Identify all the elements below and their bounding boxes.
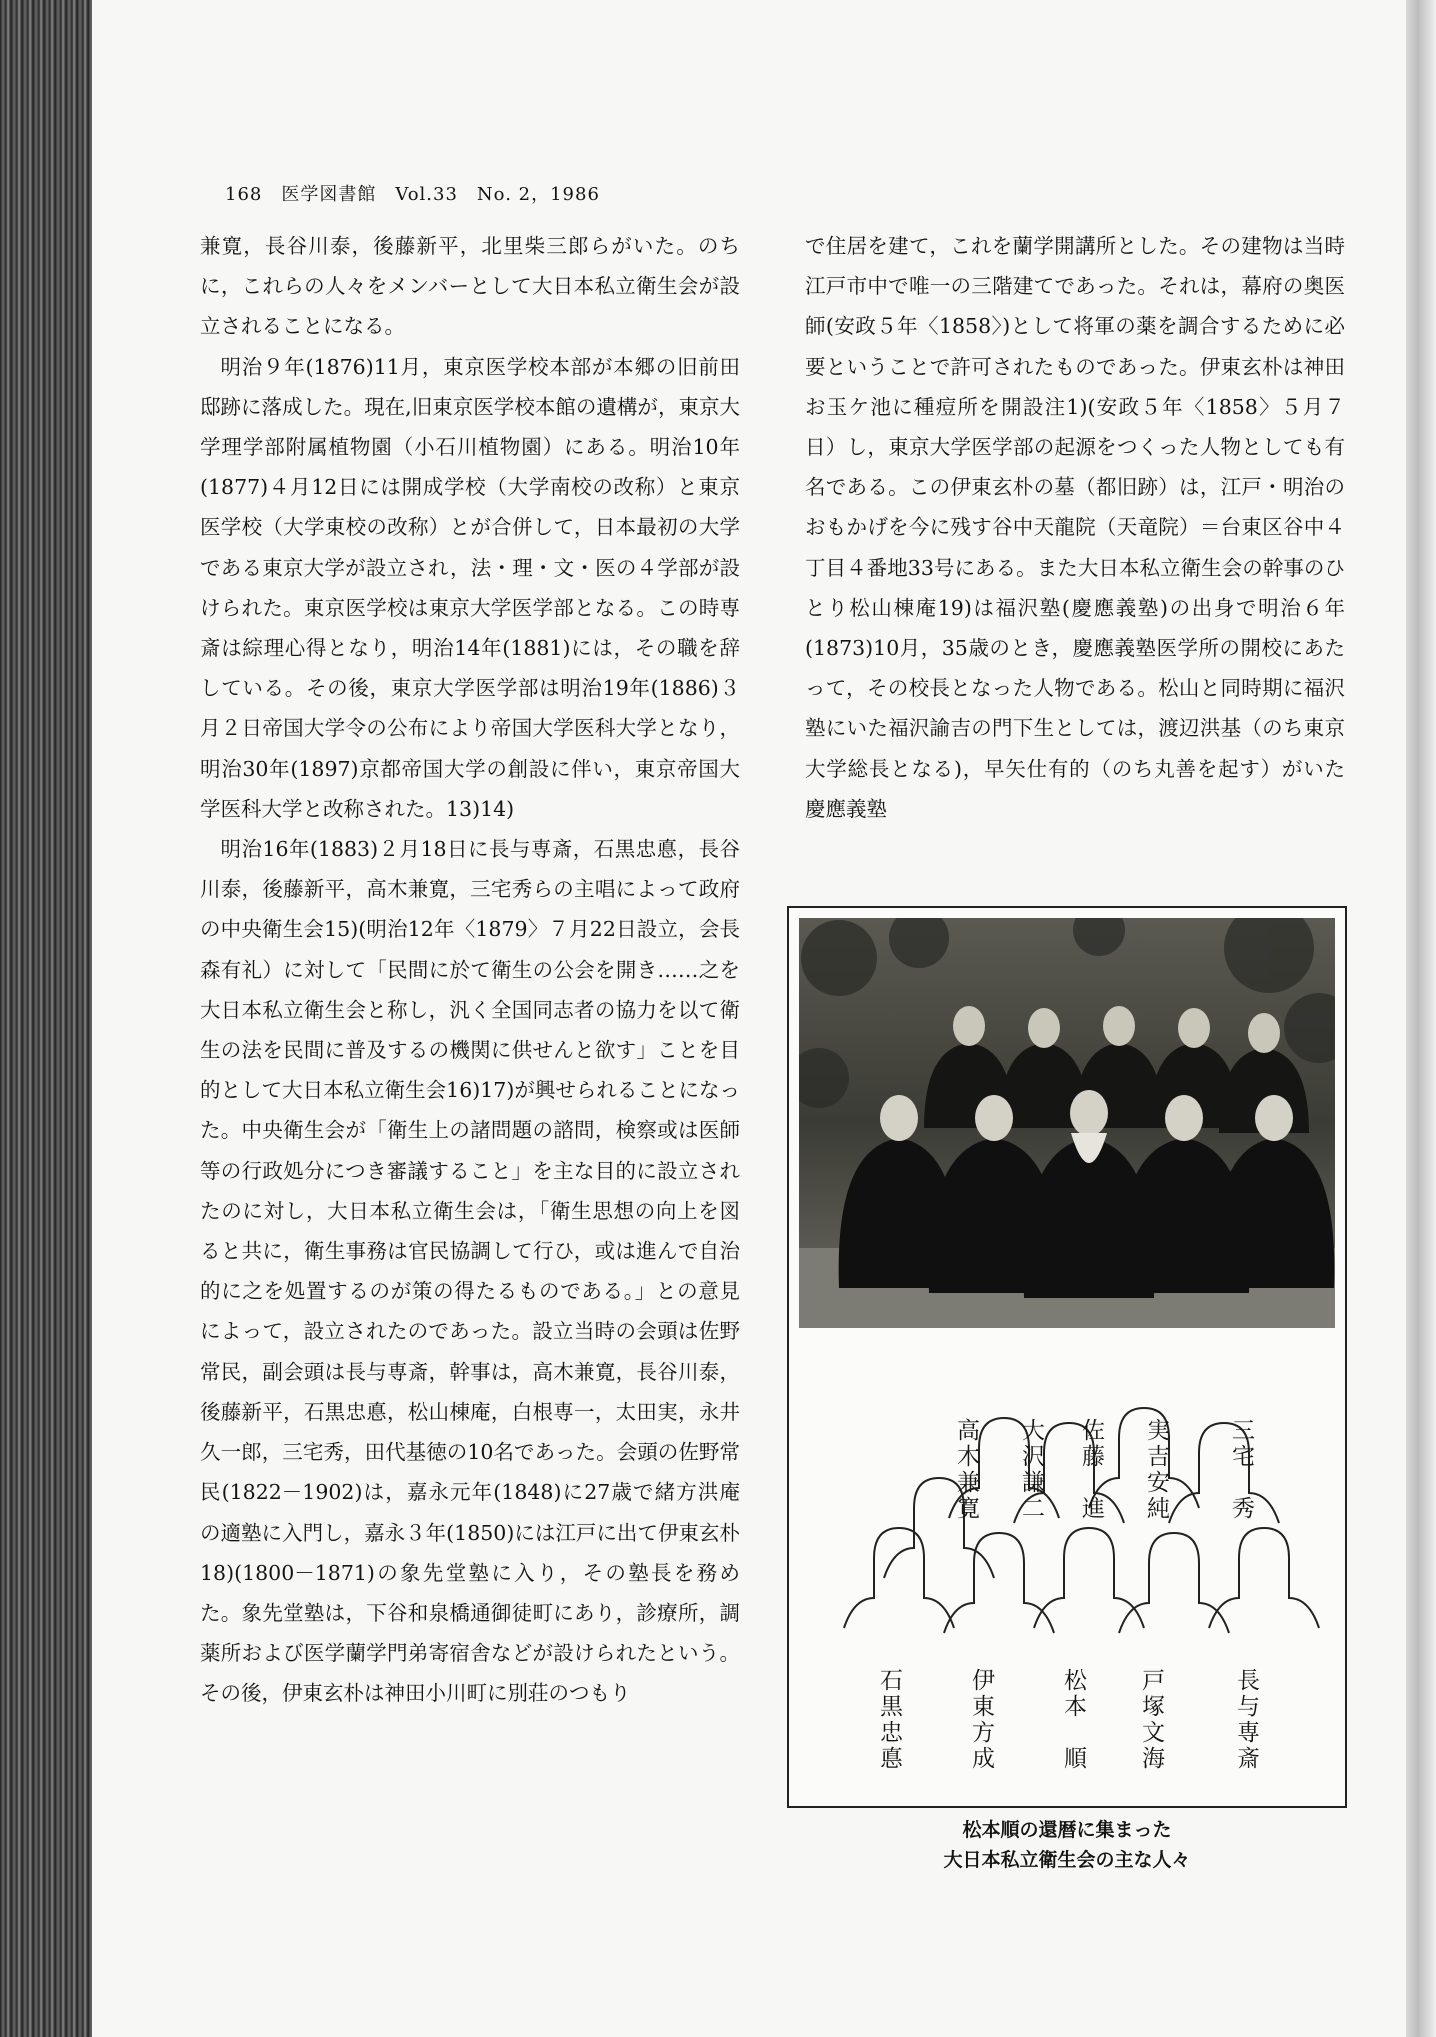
name-back-1: 三宅 秀 <box>1228 1418 1254 1522</box>
running-header: 168 医学図書館 Vol.33 No. 2，1986 <box>225 184 600 205</box>
caption-line-2: 大日本私立衛生会の主な人々 <box>943 1849 1191 1871</box>
figure-caption <box>787 1815 1347 1875</box>
name-back-5: 高木兼寛 <box>953 1418 979 1522</box>
right-text-column <box>805 226 1345 829</box>
name-front-2: 戸塚文海 <box>1138 1668 1164 1772</box>
name-back-4: 大沢謙二 <box>1018 1418 1044 1522</box>
name-front-1: 長与専斎 <box>1233 1668 1259 1772</box>
paragraph: で住居を建て，これを蘭学開講所とした。その建物は当時江戸市中で唯一の三階建てであった。それは，幕府の奥医師(安政５年〈1858〉)として将軍の薬を調合するために必要ということで許可されたものであった。伊東玄朴は神田お玉ケ池に種痘所を開設注1)(安政５年〈1858〉５月７日）し，東京大学医学部の起源をつくった人物としても有名である。この伊東玄朴の墓（都旧跡）は，江戸・明治のおもかげを今に残す谷中天龍院（天竜院）＝台東区谷中４丁目４番地33号にある。また大日本私立衛生会の幹事のひとり松山棟庵19)は福沢塾(慶應義塾)の出身で明治６年(1873)10月，35歳のとき，慶應義塾医学所の開校にあたって，その校長となった人物である。松山と同時期に福沢塾にいた福沢諭吉の門下生としては，渡辺洪基（のち東京大学総長となる)，早矢仕有的（のち丸善を起す）がいた慶應義塾 <box>805 234 1345 821</box>
name-back-3: 佐藤 進 <box>1078 1418 1104 1522</box>
name-front-4: 伊東方成 <box>968 1668 994 1772</box>
caption-line-1: 松本順の還暦に集まった <box>962 1819 1172 1841</box>
paragraph: 明治９年(1876)11月，東京医学校本部が本郷の旧前田邸跡に落成した。現在,旧東京医学校本館の遺構が，東京大学理学部附属植物園（小石川植物園）にある。明治10年(1877)４月12日には開成学校（大学南校の改称）と東京医学校（大学東校の改称）とが合併して，日本最初の大学である東京大学が設立され，法・理・文・医の４学部が設けられた。東京医学校は東京大学医学部となる。この時専斎は綜理心得となり，明治14年(1881)には，その職を辞している。その後，東京大学医学部は明治19年(1886)３月２日帝国大学令の公布により帝国大学医科大学となり，明治30年(1897)京都帝国大学の創設に伴い，東京帝国大学医科大学と改称された。13)14) <box>200 354 740 821</box>
paragraph: 明治16年(1883)２月18日に長与専斎，石黒忠悳，長谷川泰，後藤新平，高木兼寛，三宅秀らの主唱によって政府の中央衛生会15)(明治12年〈1879〉７月22日設立，会長森有礼）に対して「民間に於て衛生の公会を開き……之を大日本私立衛生会と称し，汎く全国同志者の協力を以て衛生の法を民間に普及するの機関に供せんと欲す」ことを目的として大日本私立衛生会16)17)が興せられることになった。中央衛生会が「衛生上の諸問題の諮問，検察或は医師等の行政処分につき審議すること」を主な目的に設立されたのに対し，大日本私立衛生会は，「衛生思想の向上を図ると共に，衛生事務は官民協調して行ひ，或は進んで自治的に之を処置するのが策の得たるものである。」との意見によって，設立されたのであった。設立当時の会頭は佐野常民，副会頭は長与専斎，幹事は，高木兼寛，長谷川泰，後藤新平，石黒忠悳，松山棟庵，白根専一，太田実，永井久一郎，三宅秀，田代基徳の10名であった。会頭の佐野常民(1822－1902)は，嘉永元年(1848)に27歳で緒方洪庵の適塾に入門し，嘉永３年(1850)には江戸に出て伊東玄朴18)(1800－1871)の象先堂塾に入り，その塾長を務めた。象先堂塾は，下谷和泉橋通御徒町にあり，診療所，調薬所および医学蘭学門弟寄宿舎などが設けられたという。その後，伊東玄朴は神田小川町に別荘のつもり <box>200 837 740 1706</box>
name-back-2: 実吉安純 <box>1143 1418 1169 1522</box>
paragraph: 兼寛，長谷川泰，後藤新平，北里柴三郎らがいた。のちに，これらの人々をメンバーとして大日本私立衛生会が設立されることになる。 <box>200 234 740 339</box>
name-front-3: 松本 順 <box>1060 1668 1086 1772</box>
page-right-edge <box>1406 0 1436 2037</box>
name-front-5: 石黒忠悳 <box>876 1668 902 1772</box>
left-text-column <box>200 226 740 1714</box>
figure-frame <box>787 906 1347 1808</box>
name-key-diagram <box>789 908 1345 1806</box>
book-spine-edge <box>0 0 92 2037</box>
